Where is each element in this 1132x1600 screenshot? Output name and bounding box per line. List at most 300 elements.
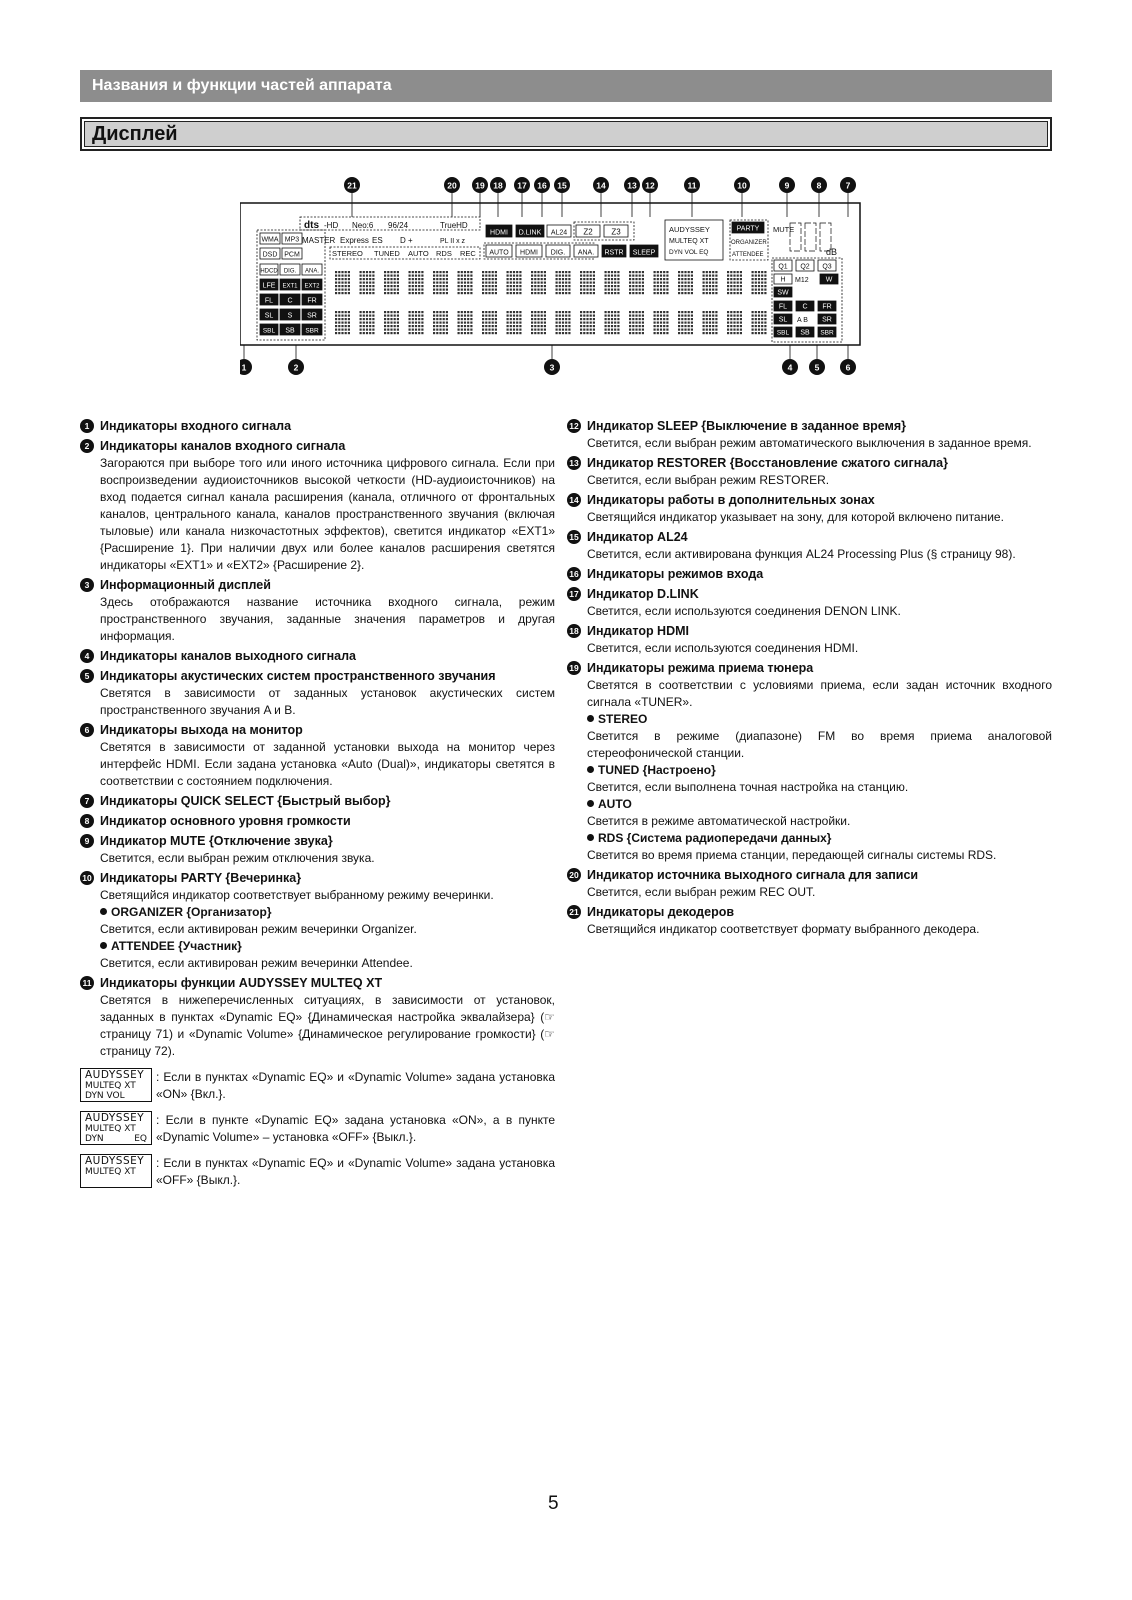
matrix-dot bbox=[360, 322, 362, 324]
matrix-dot bbox=[510, 325, 512, 327]
matrix-dot bbox=[467, 322, 469, 324]
section-header: Названия и функции частей аппарата bbox=[80, 70, 1052, 102]
matrix-dot bbox=[348, 311, 350, 313]
matrix-dot bbox=[703, 285, 705, 287]
matrix-dot bbox=[510, 311, 512, 313]
matrix-dot bbox=[436, 315, 438, 317]
matrix-dot bbox=[461, 271, 463, 273]
callout-number-badge: 13 bbox=[567, 456, 581, 470]
indicator-label-q3: Q3 bbox=[822, 263, 832, 271]
matrix-dot bbox=[617, 332, 619, 334]
matrix-dot bbox=[348, 282, 350, 284]
matrix-dot bbox=[559, 282, 561, 284]
matrix-dot bbox=[443, 292, 445, 294]
matrix-dot bbox=[439, 282, 441, 284]
matrix-dot bbox=[688, 289, 690, 291]
matrix-dot bbox=[752, 278, 754, 280]
matrix-dot bbox=[703, 325, 705, 327]
matrix-dot bbox=[360, 278, 362, 280]
matrix-dot bbox=[492, 285, 494, 287]
callout-number-badge: 17 bbox=[567, 587, 581, 601]
matrix-dot bbox=[531, 292, 533, 294]
matrix-dot bbox=[559, 271, 561, 273]
matrix-dot bbox=[727, 285, 729, 287]
matrix-dot bbox=[568, 271, 570, 273]
matrix-dot bbox=[338, 315, 340, 317]
callout-number-badge: 1 bbox=[80, 419, 94, 433]
indicator-label-organizer: ORGANIZER bbox=[731, 240, 767, 246]
legend-item-title bbox=[567, 660, 1052, 677]
matrix-dot bbox=[345, 329, 347, 331]
callout-number: 4 bbox=[787, 362, 793, 373]
matrix-dot bbox=[684, 322, 686, 324]
matrix-dot bbox=[660, 292, 662, 294]
matrix-dot bbox=[654, 315, 656, 317]
matrix-dot bbox=[663, 332, 665, 334]
indicator-label-pcm: PCM bbox=[284, 251, 300, 259]
matrix-dot bbox=[519, 289, 521, 291]
matrix-dot bbox=[366, 292, 368, 294]
matrix-dot bbox=[488, 318, 490, 320]
legend-description: Здесь отображаются название источника входного сигнала, режим пространственного звучания, заданные значения параметров и другая информация. bbox=[100, 595, 555, 643]
matrix-dot bbox=[433, 325, 435, 327]
matrix-dot bbox=[363, 322, 365, 324]
legend-item-9 bbox=[80, 833, 555, 867]
matrix-dot bbox=[482, 289, 484, 291]
indicator-label-in_auto: AUTO bbox=[489, 249, 509, 257]
legend-item-18 bbox=[567, 623, 1052, 657]
matrix-dot bbox=[467, 289, 469, 291]
matrix-dot bbox=[412, 311, 414, 313]
matrix-dot bbox=[764, 332, 766, 334]
matrix-dot bbox=[537, 282, 539, 284]
legend-item-12 bbox=[567, 418, 1052, 452]
matrix-dot bbox=[421, 332, 423, 334]
matrix-dot bbox=[593, 278, 595, 280]
matrix-dot bbox=[485, 289, 487, 291]
matrix-dot bbox=[715, 315, 717, 317]
callout-number-badge: 19 bbox=[567, 661, 581, 675]
matrix-dot bbox=[629, 285, 631, 287]
matrix-dot bbox=[467, 311, 469, 313]
matrix-dot bbox=[470, 285, 472, 287]
matrix-dot bbox=[715, 282, 717, 284]
indicator-label-master: MASTER bbox=[302, 236, 336, 245]
matrix-dot bbox=[360, 311, 362, 313]
matrix-dot bbox=[488, 292, 490, 294]
matrix-dot bbox=[531, 318, 533, 320]
matrix-dot bbox=[605, 329, 607, 331]
audyssey-logo-row bbox=[80, 1068, 555, 1103]
indicator-label-multeq: MULTEQ XT bbox=[669, 238, 709, 245]
matrix-dot bbox=[590, 329, 592, 331]
matrix-dot bbox=[335, 311, 337, 313]
matrix-dot bbox=[363, 285, 365, 287]
matrix-dot bbox=[740, 329, 742, 331]
matrix-dot bbox=[733, 292, 735, 294]
legend-title-text: Индикатор AL24 bbox=[587, 530, 688, 544]
matrix-dot bbox=[433, 332, 435, 334]
matrix-dot bbox=[387, 292, 389, 294]
matrix-dot bbox=[709, 278, 711, 280]
matrix-dot bbox=[764, 318, 766, 320]
matrix-dot bbox=[684, 275, 686, 277]
matrix-dot bbox=[583, 318, 585, 320]
matrix-dot bbox=[495, 311, 497, 313]
matrix-dot bbox=[559, 292, 561, 294]
matrix-dot bbox=[632, 275, 634, 277]
matrix-dot bbox=[608, 282, 610, 284]
callout-number-badge: 18 bbox=[567, 624, 581, 638]
legend-description: Светится, если используются соединения HDMI. bbox=[587, 641, 859, 655]
matrix-dot bbox=[691, 315, 693, 317]
matrix-dot bbox=[341, 285, 343, 287]
matrix-dot bbox=[409, 311, 411, 313]
matrix-dot bbox=[335, 329, 337, 331]
bullet-icon bbox=[587, 800, 594, 807]
left-column bbox=[80, 418, 555, 1195]
matrix-dot bbox=[755, 285, 757, 287]
matrix-dot bbox=[632, 292, 634, 294]
matrix-dot bbox=[467, 292, 469, 294]
sub-title-text: STEREO bbox=[598, 712, 648, 726]
matrix-dot bbox=[412, 271, 414, 273]
matrix-dot bbox=[397, 329, 399, 331]
matrix-dot bbox=[409, 315, 411, 317]
matrix-dot bbox=[593, 325, 595, 327]
matrix-dot bbox=[586, 332, 588, 334]
callout-number-badge: 7 bbox=[80, 794, 94, 808]
matrix-dot bbox=[510, 282, 512, 284]
matrix-dot bbox=[482, 271, 484, 273]
legend-item-title bbox=[567, 586, 1052, 603]
matrix-dot bbox=[635, 282, 637, 284]
matrix-dot bbox=[439, 275, 441, 277]
matrix-dot bbox=[394, 271, 396, 273]
matrix-dot bbox=[516, 278, 518, 280]
matrix-dot bbox=[461, 278, 463, 280]
matrix-dot bbox=[712, 318, 714, 320]
matrix-dot bbox=[730, 275, 732, 277]
matrix-dot bbox=[660, 275, 662, 277]
matrix-dot bbox=[464, 292, 466, 294]
matrix-dot bbox=[418, 292, 420, 294]
matrix-dot bbox=[467, 285, 469, 287]
indicator-label-c: C bbox=[287, 297, 293, 305]
matrix-dot bbox=[390, 289, 392, 291]
matrix-dot bbox=[482, 275, 484, 277]
matrix-dot bbox=[338, 289, 340, 291]
matrix-dot bbox=[516, 271, 518, 273]
matrix-dot bbox=[458, 278, 460, 280]
matrix-dot bbox=[534, 289, 536, 291]
matrix-dot bbox=[461, 332, 463, 334]
matrix-dot bbox=[418, 271, 420, 273]
indicator-label-h: H bbox=[780, 276, 786, 284]
matrix-dot bbox=[663, 329, 665, 331]
matrix-dot bbox=[418, 275, 420, 277]
callout-number-badge: 5 bbox=[80, 669, 94, 683]
matrix-dot bbox=[617, 325, 619, 327]
matrix-dot bbox=[485, 278, 487, 280]
matrix-dot bbox=[510, 289, 512, 291]
matrix-dot bbox=[363, 315, 365, 317]
matrix-dot bbox=[412, 318, 414, 320]
matrix-dot bbox=[537, 322, 539, 324]
callout-number: 5 bbox=[814, 362, 820, 373]
matrix-dot bbox=[421, 278, 423, 280]
matrix-dot bbox=[761, 275, 763, 277]
matrix-dot bbox=[387, 329, 389, 331]
matrix-dot bbox=[632, 282, 634, 284]
matrix-dot bbox=[608, 285, 610, 287]
matrix-dot bbox=[470, 271, 472, 273]
indicator-label-rstr: RSTR bbox=[604, 249, 624, 257]
page-title: Дисплей bbox=[80, 117, 1052, 151]
matrix-dot bbox=[737, 278, 739, 280]
matrix-dot bbox=[688, 318, 690, 320]
matrix-dot bbox=[568, 329, 570, 331]
matrix-dot bbox=[737, 275, 739, 277]
indicator-label-sb: SB bbox=[800, 329, 810, 337]
callout-number-badge: 14 bbox=[567, 493, 581, 507]
matrix-dot bbox=[366, 282, 368, 284]
matrix-dot bbox=[611, 315, 613, 317]
matrix-dot bbox=[439, 329, 441, 331]
matrix-dot bbox=[608, 289, 610, 291]
matrix-dot bbox=[608, 275, 610, 277]
matrix-dot bbox=[345, 292, 347, 294]
legend-title-text: Индикатор источника выходного сигнала для записи bbox=[587, 868, 919, 882]
legend-item-title bbox=[567, 418, 1052, 435]
logo-line: AUDYSSEY bbox=[85, 1155, 145, 1167]
matrix-dot bbox=[394, 332, 396, 334]
matrix-dot bbox=[464, 315, 466, 317]
matrix-dot bbox=[617, 318, 619, 320]
matrix-dot bbox=[730, 329, 732, 331]
matrix-dot bbox=[666, 325, 668, 327]
indicator-label-hdmi: HDMI bbox=[490, 229, 508, 237]
matrix-dot bbox=[439, 322, 441, 324]
matrix-dot bbox=[369, 275, 371, 277]
matrix-dot bbox=[335, 318, 337, 320]
matrix-dot bbox=[761, 329, 763, 331]
matrix-dot bbox=[709, 318, 711, 320]
matrix-dot bbox=[654, 322, 656, 324]
matrix-dot bbox=[666, 329, 668, 331]
matrix-dot bbox=[590, 292, 592, 294]
matrix-dot bbox=[629, 325, 631, 327]
matrix-dot bbox=[608, 322, 610, 324]
matrix-dot bbox=[418, 315, 420, 317]
matrix-dot bbox=[360, 329, 362, 331]
matrix-dot bbox=[593, 275, 595, 277]
matrix-dot bbox=[507, 325, 509, 327]
matrix-dot bbox=[467, 329, 469, 331]
matrix-dot bbox=[730, 278, 732, 280]
matrix-dot bbox=[485, 318, 487, 320]
callout-number: 19 bbox=[475, 180, 485, 191]
matrix-dot bbox=[752, 329, 754, 331]
matrix-dot bbox=[764, 271, 766, 273]
matrix-dot bbox=[461, 325, 463, 327]
matrix-dot bbox=[706, 329, 708, 331]
matrix-dot bbox=[617, 329, 619, 331]
matrix-dot bbox=[360, 285, 362, 287]
matrix-dot bbox=[436, 325, 438, 327]
matrix-dot bbox=[562, 322, 564, 324]
matrix-dot bbox=[654, 275, 656, 277]
matrix-dot bbox=[639, 278, 641, 280]
matrix-dot bbox=[611, 278, 613, 280]
matrix-dot bbox=[654, 285, 656, 287]
matrix-dot bbox=[740, 285, 742, 287]
matrix-dot bbox=[629, 315, 631, 317]
matrix-dot bbox=[470, 329, 472, 331]
matrix-dot bbox=[764, 285, 766, 287]
matrix-dot bbox=[443, 271, 445, 273]
matrix-dot bbox=[562, 311, 564, 313]
matrix-dot bbox=[464, 332, 466, 334]
matrix-dot bbox=[439, 318, 441, 320]
matrix-dot bbox=[372, 282, 374, 284]
matrix-dot bbox=[614, 325, 616, 327]
matrix-dot bbox=[727, 271, 729, 273]
matrix-dot bbox=[580, 315, 582, 317]
matrix-dot bbox=[605, 318, 607, 320]
matrix-dot bbox=[761, 325, 763, 327]
sub-indicator-title bbox=[567, 796, 1052, 813]
matrix-dot bbox=[559, 329, 561, 331]
matrix-dot bbox=[531, 329, 533, 331]
matrix-dot bbox=[534, 275, 536, 277]
matrix-dot bbox=[761, 292, 763, 294]
matrix-dot bbox=[544, 329, 546, 331]
matrix-dot bbox=[534, 332, 536, 334]
matrix-dot bbox=[421, 322, 423, 324]
matrix-dot bbox=[446, 329, 448, 331]
matrix-dot bbox=[348, 332, 350, 334]
matrix-dot bbox=[562, 285, 564, 287]
sub-indicator-description: Светится во время приема станции, передающей сигналы системы RDS. bbox=[587, 848, 997, 862]
matrix-dot bbox=[737, 329, 739, 331]
matrix-dot bbox=[605, 315, 607, 317]
matrix-dot bbox=[363, 332, 365, 334]
matrix-dot bbox=[556, 332, 558, 334]
matrix-dot bbox=[516, 332, 518, 334]
matrix-dot bbox=[730, 311, 732, 313]
indicator-label-rate: 96/24 bbox=[388, 221, 409, 230]
matrix-dot bbox=[580, 278, 582, 280]
matrix-dot bbox=[510, 322, 512, 324]
legend-item-title bbox=[80, 793, 555, 810]
matrix-dot bbox=[369, 285, 371, 287]
matrix-dot bbox=[415, 285, 417, 287]
matrix-dot bbox=[706, 315, 708, 317]
matrix-dot bbox=[436, 329, 438, 331]
matrix-dot bbox=[519, 315, 521, 317]
matrix-dot bbox=[580, 271, 582, 273]
matrix-dot bbox=[706, 278, 708, 280]
matrix-dot bbox=[632, 322, 634, 324]
matrix-dot bbox=[439, 292, 441, 294]
matrix-dot bbox=[639, 311, 641, 313]
matrix-dot bbox=[415, 311, 417, 313]
matrix-dot bbox=[495, 282, 497, 284]
legend-item-title bbox=[80, 418, 555, 435]
matrix-dot bbox=[341, 278, 343, 280]
matrix-dot bbox=[384, 271, 386, 273]
matrix-dot bbox=[387, 332, 389, 334]
matrix-dot bbox=[657, 275, 659, 277]
matrix-dot bbox=[387, 311, 389, 313]
matrix-dot bbox=[703, 318, 705, 320]
matrix-dot bbox=[583, 285, 585, 287]
matrix-dot bbox=[446, 311, 448, 313]
indicator-label-sbr: SBR bbox=[305, 327, 319, 335]
sub-indicator-title bbox=[567, 762, 1052, 779]
matrix-dot bbox=[740, 325, 742, 327]
matrix-dot bbox=[446, 275, 448, 277]
matrix-dot bbox=[516, 285, 518, 287]
matrix-dot bbox=[761, 332, 763, 334]
matrix-dot bbox=[684, 271, 686, 273]
matrix-dot bbox=[663, 318, 665, 320]
matrix-dot bbox=[583, 289, 585, 291]
matrix-dot bbox=[433, 329, 435, 331]
matrix-dot bbox=[507, 271, 509, 273]
matrix-dot bbox=[678, 325, 680, 327]
matrix-dot bbox=[348, 329, 350, 331]
matrix-dot bbox=[544, 332, 546, 334]
matrix-dot bbox=[709, 289, 711, 291]
matrix-dot bbox=[663, 292, 665, 294]
matrix-dot bbox=[663, 278, 665, 280]
matrix-dot bbox=[681, 285, 683, 287]
matrix-dot bbox=[562, 278, 564, 280]
matrix-dot bbox=[642, 278, 644, 280]
matrix-dot bbox=[544, 311, 546, 313]
matrix-dot bbox=[761, 271, 763, 273]
legend-description: Светятся в зависимости от заданных установок акустических систем пространственного звучания A и B. bbox=[100, 686, 555, 717]
matrix-dot bbox=[583, 311, 585, 313]
matrix-dot bbox=[348, 315, 350, 317]
matrix-dot bbox=[562, 292, 564, 294]
matrix-dot bbox=[727, 282, 729, 284]
matrix-dot bbox=[586, 315, 588, 317]
matrix-dot bbox=[397, 282, 399, 284]
matrix-dot bbox=[433, 318, 435, 320]
matrix-dot bbox=[580, 322, 582, 324]
matrix-dot bbox=[733, 318, 735, 320]
matrix-dot bbox=[556, 315, 558, 317]
matrix-dot bbox=[684, 278, 686, 280]
matrix-dot bbox=[635, 289, 637, 291]
matrix-dot bbox=[531, 282, 533, 284]
matrix-dot bbox=[752, 322, 754, 324]
matrix-dot bbox=[586, 325, 588, 327]
matrix-dot bbox=[758, 329, 760, 331]
matrix-dot bbox=[614, 275, 616, 277]
matrix-dot bbox=[534, 271, 536, 273]
indicator-label-dlink: D.LINK bbox=[518, 229, 542, 237]
matrix-dot bbox=[629, 292, 631, 294]
matrix-dot bbox=[372, 285, 374, 287]
matrix-dot bbox=[740, 332, 742, 334]
matrix-dot bbox=[715, 332, 717, 334]
matrix-dot bbox=[688, 322, 690, 324]
matrix-dot bbox=[691, 311, 693, 313]
